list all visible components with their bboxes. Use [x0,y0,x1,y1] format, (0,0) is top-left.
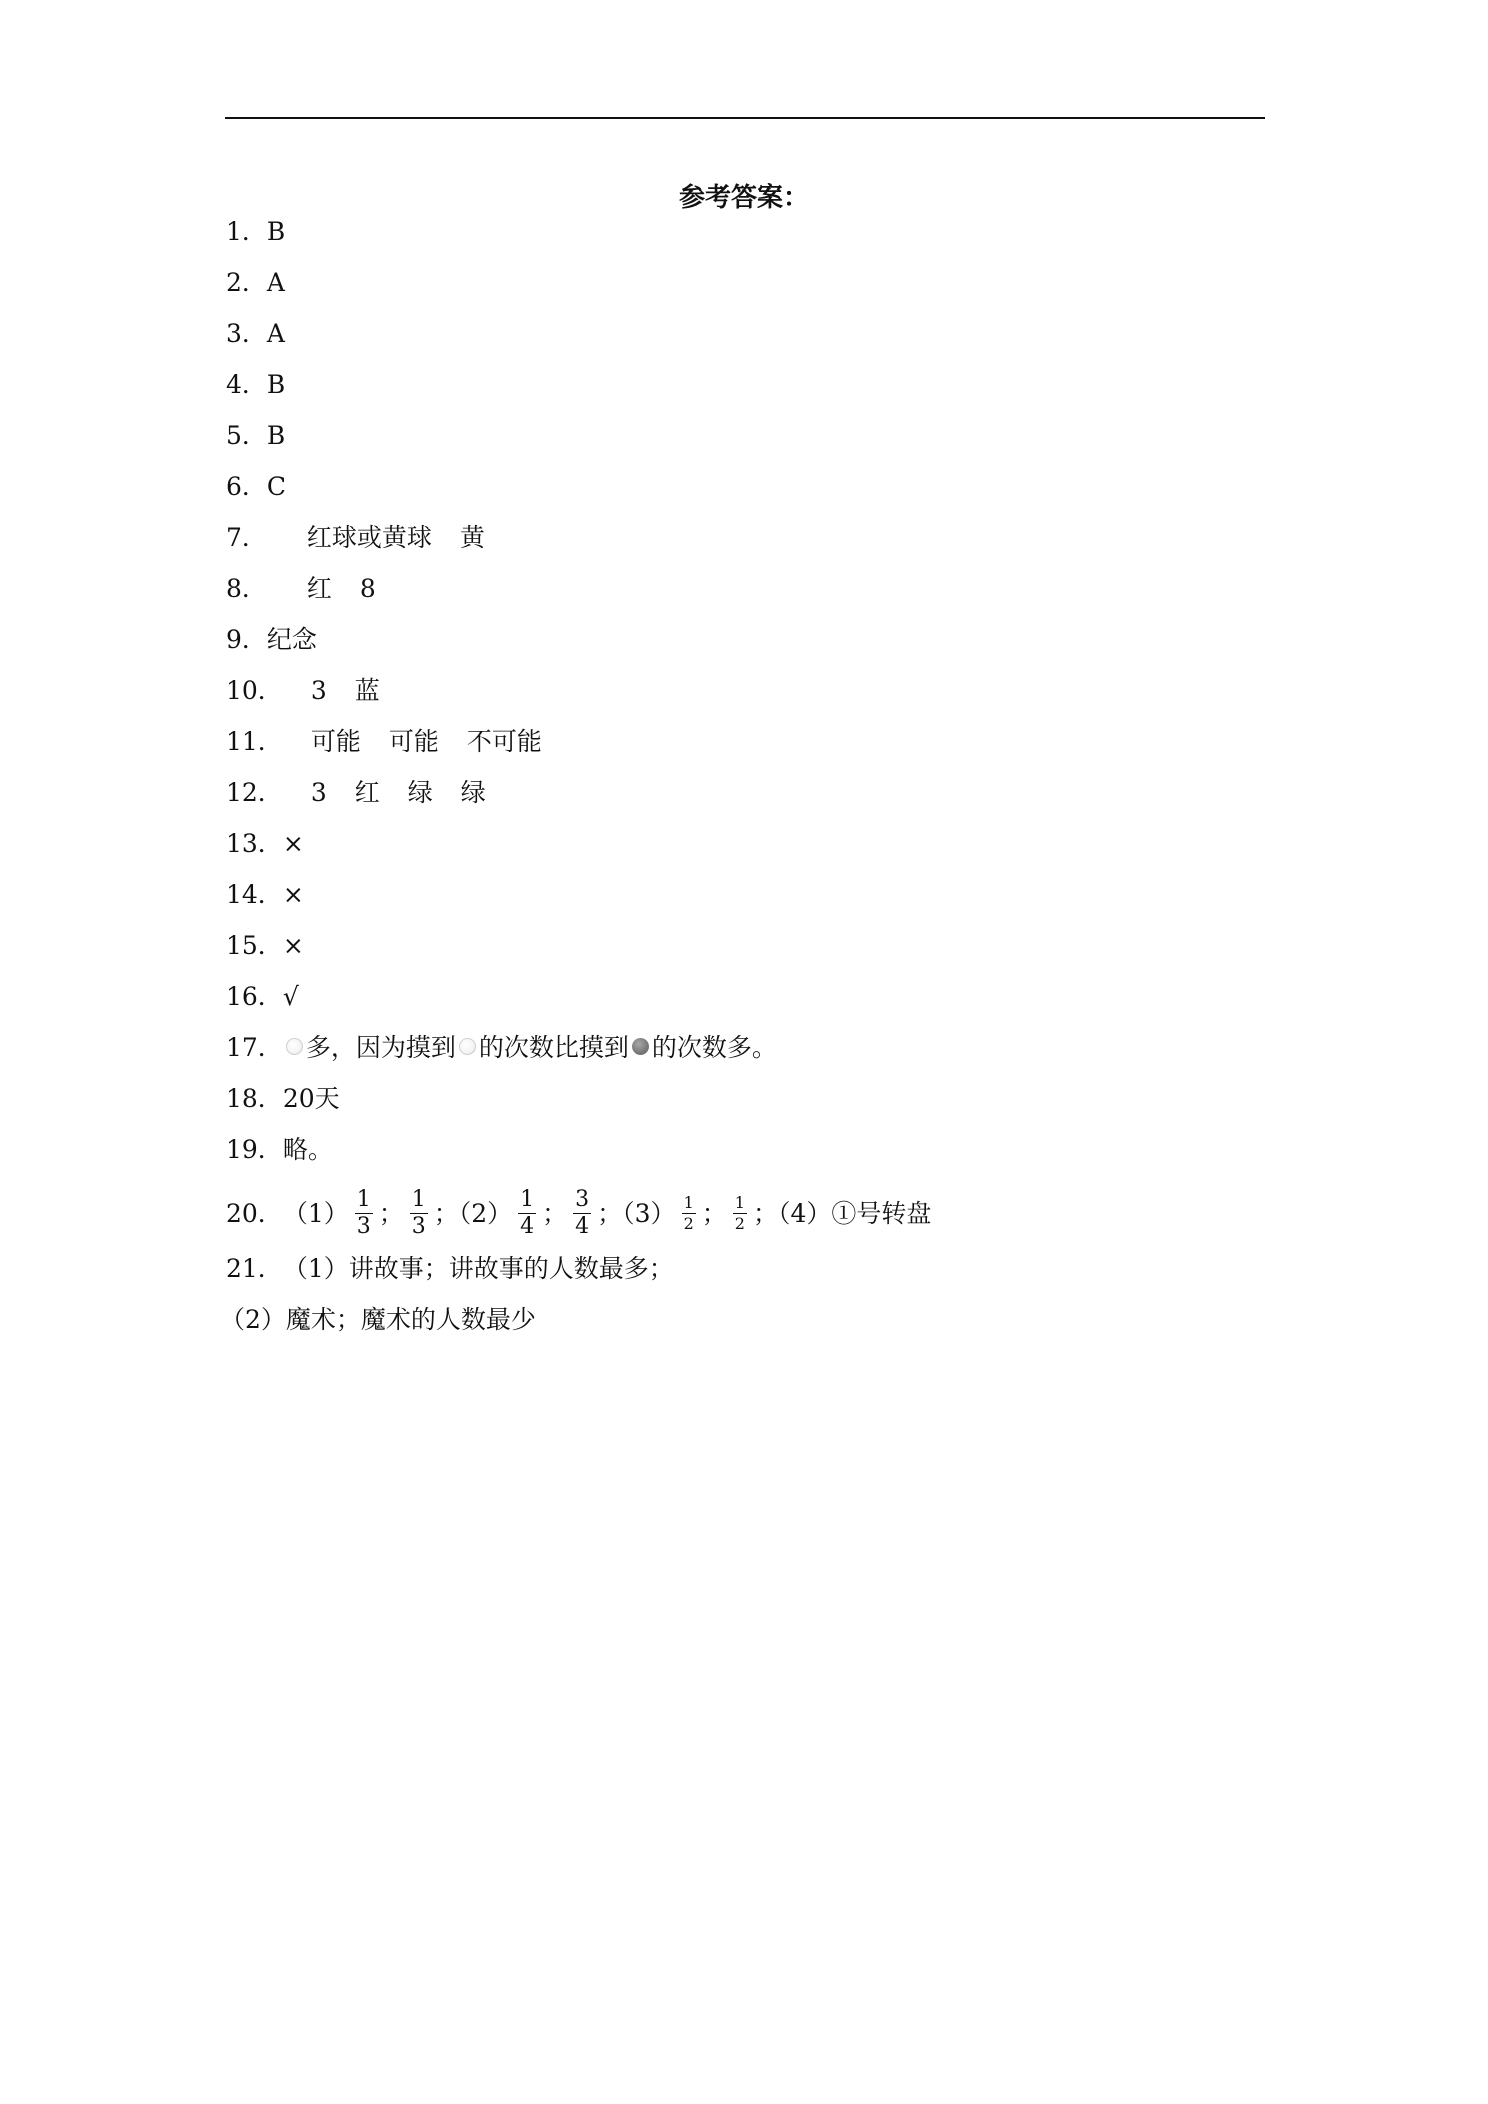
answer-item-11 [226,724,1266,775]
answer-blank: 红 [354,778,380,807]
answer-text: B [266,370,286,399]
answer-item-4 [226,367,1266,418]
answer-text: （1）讲故事；讲故事的人数最多； [282,1254,674,1283]
fraction [518,1187,536,1240]
answer-item-21-continued [220,1302,1266,1353]
fraction-denominator: 4 [520,1214,535,1239]
answer-number: 16． [226,982,283,1011]
fraction [573,1187,591,1240]
answer-text: ；（2） [433,1199,513,1228]
answer-number: 14． [226,880,283,909]
answer-number: 8． [226,574,267,603]
fraction-numerator: 1 [520,1187,535,1212]
fraction-numerator: 1 [356,1187,371,1212]
answer-text: ； [542,1199,568,1228]
answer-text: × [282,931,304,960]
answer-blank: 红球或黄球 [306,523,432,552]
answer-text: ； [701,1199,727,1228]
answer-number: 21． [226,1254,283,1283]
answer-item-12 [226,775,1266,826]
answer-number: 7． [226,523,267,552]
fraction-denominator: 4 [575,1214,590,1239]
answer-number: 11． [226,727,283,756]
answer-text: 的次数比摸到 [478,1033,629,1062]
white-ball-icon [286,1038,303,1055]
answer-item-14 [226,877,1266,928]
answer-blank: 绿 [407,778,433,807]
answer-item-3 [226,316,1266,367]
answer-item-8 [226,571,1266,622]
answer-text: 20天 [282,1084,340,1113]
answer-text: A [266,319,285,348]
answer-blank: 3 [310,676,327,705]
answer-text: × [282,829,304,858]
answer-number: 13． [226,829,283,858]
answer-text: ； [378,1199,404,1228]
answer-blank: 黄 [459,523,485,552]
answer-text: A [266,268,285,297]
answer-blank: 蓝 [354,676,380,705]
gray-ball-icon [632,1038,649,1055]
answer-text: ；（4）①号转盘 [752,1199,932,1228]
header-rule [225,117,1265,119]
fraction-denominator: 2 [683,1214,694,1233]
answer-blank: 红 [306,574,332,603]
answer-number: 20． [226,1199,283,1228]
answer-text: C [266,472,287,501]
fraction-numerator: 1 [734,1193,745,1212]
answer-text: 多，因为摸到 [305,1033,456,1062]
answer-list [220,214,1266,1353]
answer-number: 18． [226,1084,283,1113]
answer-item-18 [226,1081,1266,1132]
fraction [410,1187,428,1240]
answer-number: 2． [226,268,267,297]
answer-text: 略。 [282,1135,333,1164]
answer-text: B [266,217,286,246]
fraction-denominator: 3 [411,1214,426,1239]
answer-item-13 [226,826,1266,877]
answer-text: （1） [282,1199,349,1228]
answer-blank: 绿 [460,778,486,807]
answer-number: 12． [226,778,283,807]
white-ball-icon [459,1038,476,1055]
answer-number: 10． [226,676,283,705]
page-title: 参考答案： [678,183,809,213]
answer-item-2 [226,265,1266,316]
answer-blank: 8 [359,574,376,603]
answer-number: 15． [226,931,283,960]
answer-item-20 [226,1183,1266,1251]
answer-blank: 不可能 [466,727,542,756]
answer-item-5 [226,418,1266,469]
fraction [682,1193,696,1234]
answer-text: ；（3） [597,1199,676,1228]
answer-blank: 可能 [388,727,439,756]
answer-item-6 [226,469,1266,520]
answer-number: 6． [226,472,267,501]
answer-blank: 可能 [310,727,361,756]
fraction-denominator: 2 [734,1214,745,1233]
fraction-numerator: 1 [411,1187,426,1212]
answer-item-9 [226,622,1266,673]
answer-item-10 [226,673,1266,724]
answer-number: 9． [226,625,267,654]
answer-item-21 [226,1251,1266,1302]
answer-item-19 [226,1132,1266,1183]
answer-number: 3． [226,319,267,348]
answer-item-16 [226,979,1266,1030]
answer-number: 17． [226,1033,283,1062]
answer-number: 4． [226,370,267,399]
answer-number: 5． [226,421,267,450]
answer-text: √ [282,982,299,1011]
fraction-numerator: 1 [683,1193,694,1212]
answer-blank: 3 [310,778,327,807]
answer-text: × [282,880,304,909]
answer-text: 的次数多。 [651,1033,777,1062]
answer-text: B [266,421,286,450]
answer-text: （2）魔术；魔术的人数最少 [220,1305,536,1334]
fraction [355,1187,373,1240]
fraction [733,1193,747,1234]
answer-number: 1． [226,217,267,246]
answer-item-1 [226,214,1266,265]
fraction-denominator: 3 [356,1214,371,1239]
answer-number: 19． [226,1135,283,1164]
answer-item-7 [226,520,1266,571]
answer-item-17 [226,1030,1266,1081]
answer-text: 纪念 [266,625,317,654]
fraction-numerator: 3 [575,1187,590,1212]
answer-item-15 [226,928,1266,979]
